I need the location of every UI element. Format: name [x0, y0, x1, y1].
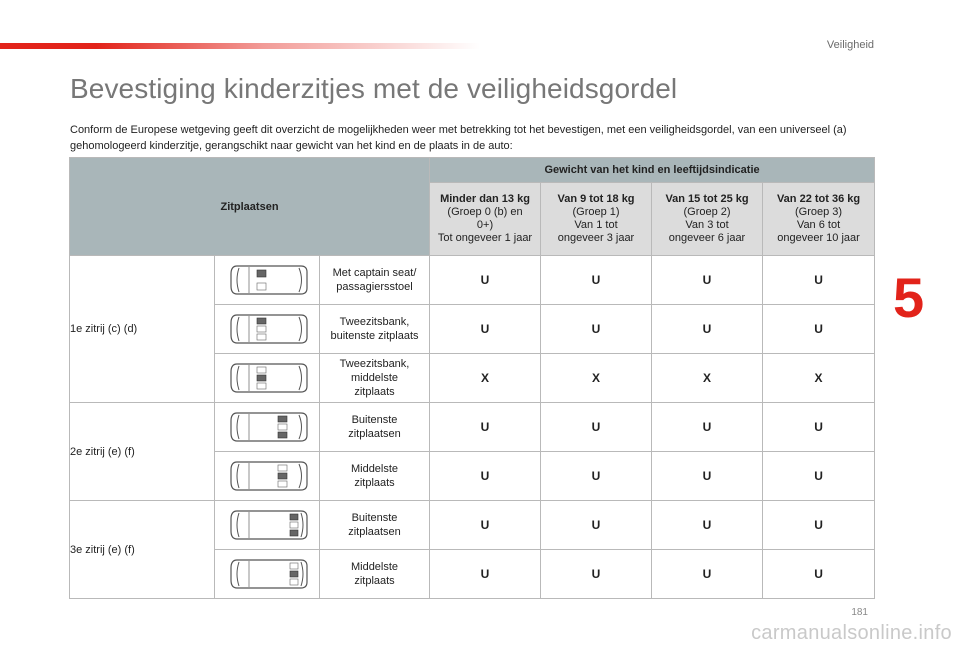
group-title: Van 15 tot 25 kg — [665, 193, 749, 205]
compat-cell: U — [652, 403, 763, 452]
group-line: Van 1 tot — [574, 219, 618, 231]
seat-line: buitenste zitplaats — [330, 330, 419, 342]
compat-cell: U — [763, 550, 875, 599]
compat-cell: U — [541, 550, 652, 599]
row-group-label: 2e zitrij (e) (f) — [70, 403, 215, 501]
group-line: ongeveer 3 jaar — [557, 232, 635, 244]
compat-cell: U — [763, 452, 875, 501]
compat-cell: U — [541, 305, 652, 354]
van-top-view-icon — [229, 505, 309, 545]
car-seat-diagram — [215, 403, 320, 452]
seat-line: Buitenste — [351, 512, 398, 524]
page-number: 181 — [851, 607, 868, 618]
group-line: Tot ongeveer 1 jaar — [437, 232, 533, 244]
compat-cell: X — [541, 354, 652, 403]
seat-line: zitplaats — [354, 575, 395, 587]
row-group-label: 1e zitrij (c) (d) — [70, 256, 215, 403]
seat-line: Middelste — [350, 561, 399, 573]
seat-line: zitplaatsen — [348, 428, 401, 440]
compat-cell: U — [541, 403, 652, 452]
compat-cell: U — [541, 256, 652, 305]
seat-line: Middelste — [350, 463, 399, 475]
weight-header: Gewicht van het kind en leeftijdsindicatie — [430, 158, 875, 183]
car-seat-diagram — [215, 550, 320, 599]
compat-cell: U — [652, 305, 763, 354]
compat-cell: U — [763, 305, 875, 354]
car-seat-diagram — [215, 452, 320, 501]
compat-cell: X — [430, 354, 541, 403]
group-header — [763, 183, 875, 256]
compat-cell: U — [541, 501, 652, 550]
seat-description — [320, 452, 430, 501]
compat-cell: U — [652, 256, 763, 305]
group-header — [541, 183, 652, 256]
seat-positions-header: Zitplaatsen — [70, 158, 430, 256]
section-label: Veiligheid — [826, 39, 874, 51]
intro-paragraph: Conform de Europese wetgeving geeft dit overzicht de mogelijkheden weer met betrekking tot het bevestigen, met een veiligheidsgordel, van een universeel (a) gehomologeerd kinderzitje, gerangschikt naar gewicht van het kind en de plaats in de auto: — [70, 124, 847, 152]
group-line: (Groep 3) — [795, 206, 843, 218]
compat-cell: U — [430, 305, 541, 354]
group-line: Van 3 tot — [685, 219, 729, 231]
chapter-number: 5 — [893, 266, 925, 329]
group-header — [652, 183, 763, 256]
group-line: (Groep 1) — [572, 206, 620, 218]
compat-cell: U — [652, 501, 763, 550]
seat-line: Met captain seat/ — [332, 267, 417, 279]
table-row — [70, 256, 875, 305]
compat-cell: U — [430, 452, 541, 501]
seat-line: Tweezitsbank, — [339, 358, 410, 370]
row-group-label: 3e zitrij (e) (f) — [70, 501, 215, 599]
group-header — [430, 183, 541, 256]
compat-cell: U — [763, 501, 875, 550]
group-line: (Groep 2) — [683, 206, 731, 218]
compat-cell: U — [430, 501, 541, 550]
compat-cell: U — [430, 403, 541, 452]
van-top-view-icon — [229, 554, 309, 594]
compat-cell: X — [652, 354, 763, 403]
seat-description — [320, 305, 430, 354]
seat-description — [320, 256, 430, 305]
car-seat-diagram — [215, 501, 320, 550]
seat-line: Buitenste — [351, 414, 398, 426]
seat-line: zitplaats — [354, 477, 395, 489]
van-top-view-icon — [229, 309, 309, 349]
page-title: Bevestiging kinderzitjes met de veiligheidsgordel — [70, 73, 678, 104]
van-top-view-icon — [229, 358, 309, 398]
compat-cell: U — [430, 256, 541, 305]
compat-cell: U — [430, 550, 541, 599]
group-line: ongeveer 6 jaar — [668, 232, 746, 244]
seat-line: zitplaats — [354, 386, 395, 398]
table-row — [70, 403, 875, 452]
compat-cell: X — [763, 354, 875, 403]
van-top-view-icon — [229, 260, 309, 300]
group-title: Minder dan 13 kg — [440, 193, 530, 205]
chapter-accent-bar — [0, 43, 480, 49]
seat-description — [320, 354, 430, 403]
group-title: Van 22 tot 36 kg — [776, 193, 861, 205]
seat-description — [320, 550, 430, 599]
watermark-text: carmanualsonline.info — [751, 622, 952, 644]
group-line: 0+) — [476, 219, 494, 231]
car-seat-diagram — [215, 256, 320, 305]
seat-line: passagiersstoel — [336, 281, 413, 293]
seat-line: middelste — [350, 372, 399, 384]
group-line: Van 6 tot — [796, 219, 841, 231]
compat-cell: U — [763, 256, 875, 305]
table-row — [70, 501, 875, 550]
child-seat-table — [69, 157, 875, 599]
group-line: (Groep 0 (b) en — [447, 206, 523, 218]
compat-cell: U — [652, 452, 763, 501]
car-seat-diagram — [215, 354, 320, 403]
seat-line: Tweezitsbank, — [339, 316, 410, 328]
compat-cell: U — [541, 452, 652, 501]
van-top-view-icon — [229, 407, 309, 447]
compat-cell: U — [652, 550, 763, 599]
group-line: ongeveer 10 jaar — [777, 232, 860, 244]
seat-description — [320, 501, 430, 550]
seat-line: zitplaatsen — [348, 526, 401, 538]
van-top-view-icon — [229, 456, 309, 496]
group-title: Van 9 tot 18 kg — [557, 193, 635, 205]
car-seat-diagram — [215, 305, 320, 354]
seat-description — [320, 403, 430, 452]
compat-cell: U — [763, 403, 875, 452]
